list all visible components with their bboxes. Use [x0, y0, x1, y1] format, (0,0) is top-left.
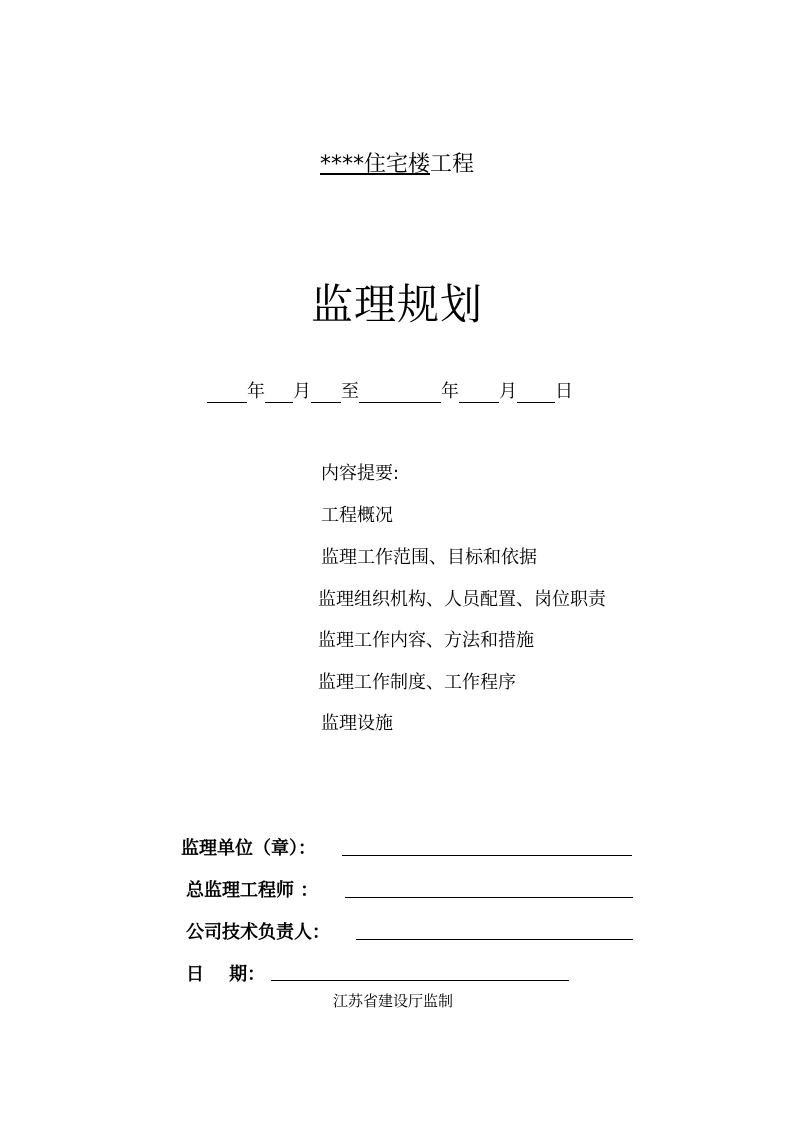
day-blank-2[interactable]	[517, 384, 555, 403]
day-blank-1[interactable]	[311, 384, 341, 403]
project-title	[0, 147, 794, 178]
contents-item: 监理工作内容、方法和措施	[318, 630, 534, 651]
year-blank-1[interactable]	[207, 384, 247, 403]
month-blank-1[interactable]	[265, 384, 293, 403]
issuer-note: 江苏省建设厅监制	[333, 992, 454, 1010]
supervision-unit-label: 监理单位（章）：	[181, 838, 316, 859]
month-label-2: 月	[499, 381, 517, 402]
project-name-underlined: ****住宅楼	[319, 152, 430, 177]
date-field[interactable]	[271, 980, 569, 981]
supervision-unit-field[interactable]	[342, 855, 632, 856]
contents-item: 监理工作范围、目标和依据	[321, 547, 537, 568]
year-label-2: 年	[441, 381, 459, 402]
contents-heading: 内容提要:	[321, 463, 400, 484]
date-range-line	[207, 377, 573, 403]
document-title: 监理规划	[310, 280, 483, 329]
contents-item: 监理组织机构、人员配置、岗位职责	[318, 589, 606, 610]
month-label-1: 月	[293, 381, 311, 402]
chief-engineer-label: 总监理工程师 ：	[186, 880, 319, 901]
contents-item: 工程概况	[321, 505, 393, 526]
project-suffix: 工程	[430, 152, 475, 177]
day-label: 日	[555, 381, 573, 402]
year-label-1: 年	[247, 381, 265, 402]
year-blank-2[interactable]	[359, 384, 441, 403]
tech-lead-label: 公司技术负责人：	[186, 922, 330, 943]
tech-lead-field[interactable]	[356, 939, 633, 940]
month-blank-2[interactable]	[459, 384, 499, 403]
contents-item: 监理设施	[321, 713, 393, 734]
contents-item: 监理工作制度、工作程序	[318, 672, 516, 693]
date-label: 日 期：	[186, 964, 266, 985]
to-label: 至	[341, 381, 359, 402]
chief-engineer-field[interactable]	[345, 897, 633, 898]
